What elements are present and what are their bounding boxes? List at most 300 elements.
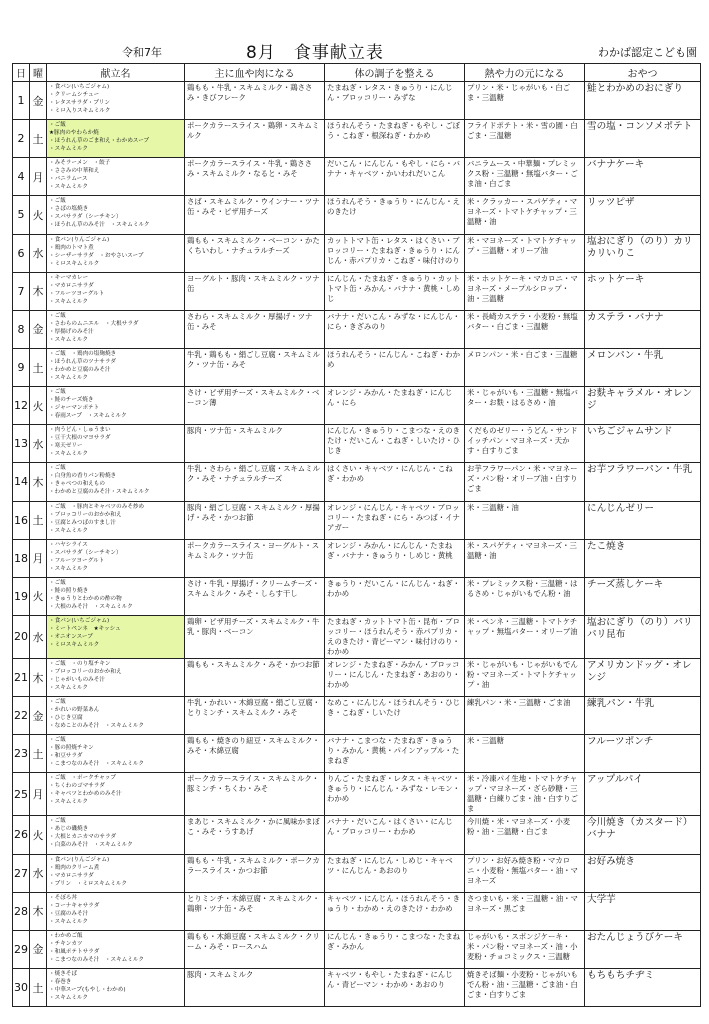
day-cell: 19 <box>13 577 30 615</box>
red-group-cell: ヨーグルト・豚肉・スキムミルク・ツナ缶 <box>185 272 325 310</box>
weekday-cell: 土 <box>30 968 47 1006</box>
dish-item: ・あじの磯焼き <box>49 826 89 833</box>
dish-item: ・ご飯 <box>49 389 66 396</box>
yellow-group-cell: 米・じゃがいも・三温糖・無塩バター・お麩・はるさめ・油 <box>465 387 585 425</box>
snack-cell: たこ焼き <box>585 539 701 577</box>
weekday-cell: 月 <box>30 158 47 196</box>
dish-item: ・鶏肉のトマト煮 <box>49 244 94 251</box>
dishes-cell <box>47 577 185 615</box>
dish-item: ・そぼろ丼 <box>49 894 77 901</box>
day-cell: 5 <box>13 196 30 234</box>
table-row <box>13 82 701 120</box>
weekday-cell: 木 <box>30 892 47 930</box>
green-group-cell: にんじん・きゅうり・こまつな・たまねぎ・みかん <box>325 930 465 968</box>
weekday-cell: 金 <box>30 930 47 968</box>
snack-cell: フルーツポンチ <box>585 735 701 773</box>
day-cell: 12 <box>13 387 30 425</box>
dishes-cell <box>47 425 185 463</box>
snack-cell: お芋フラワーパン・牛乳 <box>585 463 701 501</box>
dishes-cell <box>47 892 185 930</box>
dishes-cell <box>47 816 185 854</box>
yellow-group-cell: 米・クラッカー・スパゲティ・マヨネーズ・トマトケチャップ・三温糖・油 <box>465 196 585 234</box>
dishes-cell <box>47 348 185 386</box>
snack-cell: リッツピザ <box>585 196 701 234</box>
green-group-cell: ほうれんそう・にんじん・こねぎ・わかめ <box>325 348 465 386</box>
green-group-cell: たまねぎ・カットトマト缶・昆布・ブロッコリー・ほうれんそう・赤パプリカ・えのきたけ・青ピーマン・味付けのり・わかめ <box>325 615 465 658</box>
dish-item: ・豚の照焼チキン <box>49 745 94 752</box>
table-row <box>13 120 701 158</box>
dish-item: ・和豆サラダ <box>49 753 83 760</box>
dish-item: ・ひじき豆腐 <box>49 715 83 722</box>
yellow-group-cell: プリン・お好み焼き粉・マカロニ・小麦粉・無塩バター・油・マヨネーズ <box>465 854 585 892</box>
snack-cell: お好み焼き <box>585 854 701 892</box>
dish-item: ・キャベツとわかめのみそ汁 <box>49 791 122 798</box>
dishes-cell <box>47 158 185 196</box>
yellow-group-cell: 米・長崎カステラ・小麦粉・無塩バター・白ごま・三温糖 <box>465 310 585 348</box>
green-group-cell: ほうれんそう・たまねぎ・もやし・ごぼう・こねぎ・根深ねぎ・わかめ <box>325 120 465 158</box>
dish-item: ・鶏肉のクリーム煮 <box>49 864 100 871</box>
yellow-group-cell: 焼きそば麺・小麦粉・じゃがいもでん粉・油・三温糖・ごま油・白ごま・白すりごま <box>465 968 585 1006</box>
dish-item: ・フルーツヨーグルト <box>49 290 105 297</box>
dishes-cell <box>47 854 185 892</box>
dish-item: ・スキムミルク <box>49 146 88 153</box>
day-cell: 18 <box>13 539 30 577</box>
red-group-cell: さば・スキムミルク・ウインナー・ツナ缶・みそ・ピザ用チーズ <box>185 196 325 234</box>
weekday-cell: 金 <box>30 82 47 120</box>
day-cell: 14 <box>13 463 30 501</box>
dish-item: ・クリームシチュー <box>49 92 100 98</box>
dish-item: ・こまつなのみそ汁 ・スキムミルク <box>49 956 144 963</box>
red-group-cell: 豚肉・スキムミルク <box>185 968 325 1006</box>
table-row <box>13 272 701 310</box>
green-group-cell: だいこん・にんじん・もやし・にら・バナナ・キャベツ・かいわれだいこん <box>325 158 465 196</box>
green-group-cell: オレンジ・にんじん・キャベツ・ブロッコリー・たまねぎ・にら・みつば・イナアガー <box>325 501 465 539</box>
school-name: わかば認定こども園 <box>598 46 697 59</box>
yellow-group-cell: 米・スパゲティ・マヨネーズ・三温糖・油 <box>465 539 585 577</box>
dish-item: ・春巻き <box>49 978 72 985</box>
dishes-cell <box>47 539 185 577</box>
col-header-green: 体の調子を整える <box>325 64 465 82</box>
dish-item: ・こまつなのみそ汁 ・スキムミルク <box>49 761 144 768</box>
yellow-group-cell: 練乳パン・米・三温糖・ごま油 <box>465 697 585 735</box>
dish-item: ・寒天ゼリー <box>49 443 83 450</box>
table-row <box>13 735 701 773</box>
yellow-group-cell: 米・マヨネーズ・トマトケチャップ・三温糖・オリーブ油 <box>465 234 585 272</box>
yellow-group-cell: 米・冷凍パイ生地・トマトケチャップ・マヨネーズ・ざら砂糖・三温糖・白練りごま・油・白すりごま <box>465 773 585 816</box>
dish-item: ・コーナキャサラダ <box>49 902 100 909</box>
snack-cell: バナナケーキ <box>585 158 701 196</box>
snack-cell: にんじんゼリー <box>585 501 701 539</box>
snack-cell: チーズ蒸しケーキ <box>585 577 701 615</box>
snack-cell: カステラ・バナナ <box>585 310 701 348</box>
green-group-cell: オレンジ・たまねぎ・みかん・ブロッコリー・にんじん・たまねぎ・あおのり・わかめ <box>325 658 465 696</box>
dish-item: ・プリン ・ミロスキムミルク <box>49 880 127 887</box>
dish-item: ・バニラムース <box>49 176 88 183</box>
weekday-cell: 土 <box>30 348 47 386</box>
dish-item: ・きゅうりとわかめの酢の物 <box>49 595 122 602</box>
dish-item: ・ご飯 <box>49 699 66 706</box>
dish-item: ・マカロニサラダ <box>49 282 94 289</box>
table-row <box>13 387 701 425</box>
red-group-cell: さけ・ピザ用チーズ・スキムミルク・ベーコン薄 <box>185 387 325 425</box>
dish-item: ・ご飯 <box>49 818 66 825</box>
dish-item: ・かれいの野菜あん <box>49 707 100 714</box>
day-cell: 7 <box>13 272 30 310</box>
red-group-cell: とりミンチ・木綿豆腐・スキムミルク・鶏卵・ツナ缶・みそ <box>185 892 325 930</box>
day-cell: 26 <box>13 816 30 854</box>
dishes-cell <box>47 697 185 735</box>
day-cell: 2 <box>13 120 30 158</box>
dish-item: ・キーマカレー <box>49 274 89 281</box>
dish-item: ・スキムミルク <box>49 336 88 343</box>
dish-item: ・スキムミルク <box>49 565 88 572</box>
snack-cell: おたんじょうびケーキ <box>585 930 701 968</box>
dishes-cell <box>47 310 185 348</box>
dish-item: ・白身魚の香りパン粉焼き <box>49 473 117 480</box>
yellow-group-cell: くだものゼリー・うどん・サンドイッチパン・マヨネーズ・天かす・白すりごま <box>465 425 585 463</box>
red-group-cell: 鶏もも・スキムミルク・ベーコン・かたくちいわし・ナチュラルチーズ <box>185 234 325 272</box>
col-header-red: 主に血や肉になる <box>185 64 325 82</box>
dishes-cell <box>47 82 185 120</box>
dish-item: ・マカロニサラダ <box>49 872 94 879</box>
dish-item: ・ミロ入りスキムミルク <box>49 108 111 114</box>
table-row <box>13 577 701 615</box>
dish-item: ・スキムミルク <box>49 451 88 458</box>
weekday-cell: 木 <box>30 658 47 696</box>
yellow-group-cell: メロンパン・米・白ごま・三温糖 <box>465 348 585 386</box>
red-group-cell: 豚肉・ツナ缶・スキムミルク <box>185 425 325 463</box>
dish-item: ・豆干大根のマヨサラダ <box>49 435 111 442</box>
weekday-cell: 土 <box>30 735 47 773</box>
red-group-cell: 牛乳・鶏もも・絹ごし豆腐・スキムミルク・ツナ缶・みそ <box>185 348 325 386</box>
weekday-cell: 火 <box>30 577 47 615</box>
dish-item: ・スキムミルク <box>49 184 88 191</box>
table-row <box>13 539 701 577</box>
yellow-group-cell: 今川焼・米・マヨネーズ・小麦粉・油・三温糖・白ごま <box>465 816 585 854</box>
dish-item: ・ミロスキムミルク <box>49 641 100 648</box>
dish-item: ・さばの塩焼き <box>49 206 89 213</box>
dish-item: ・オニオンスープ <box>49 633 93 640</box>
dish-item: ・豆腐とみつばのすまし汁 <box>49 519 117 526</box>
snack-cell: 練乳パン・牛乳 <box>585 697 701 735</box>
snack-cell: もちもちチヂミ <box>585 968 701 1006</box>
day-cell: 25 <box>13 773 30 816</box>
dishes-cell <box>47 120 185 158</box>
green-group-cell: バナナ・だいこん・みずな・にんじん・にら・きざみのり <box>325 310 465 348</box>
dish-item: ・ジャーマンポテト <box>49 405 100 412</box>
table-row <box>13 234 701 272</box>
yellow-group-cell: 米・三温糖・油 <box>465 501 585 539</box>
day-cell: 27 <box>13 854 30 892</box>
dish-item: ・ご飯 <box>49 465 66 472</box>
day-cell: 29 <box>13 930 30 968</box>
dish-item: ・スパサラダ（シーチキン） <box>49 214 122 221</box>
dish-item: ・フルーツヨーグルト <box>49 557 105 564</box>
dishes-cell <box>47 968 185 1006</box>
weekday-cell: 水 <box>30 425 47 463</box>
day-cell: 4 <box>13 158 30 196</box>
table-row <box>13 501 701 539</box>
dish-item: ・大根とカニカマのサラダ <box>49 834 117 841</box>
weekday-cell: 金 <box>30 697 47 735</box>
dish-item: ・なめことのみそ汁 ・スキムミルク <box>49 723 144 730</box>
weekday-cell: 火 <box>30 196 47 234</box>
dish-item: ・ご飯 <box>49 579 66 586</box>
dish-item: ・大根のみそ汁 ・スキムミルク <box>49 603 133 610</box>
red-group-cell: 鶏もも・牛乳・スキムミルク・鶏ささみ・きびフレーク <box>185 82 325 120</box>
table-row <box>13 773 701 816</box>
table-row <box>13 310 701 348</box>
yellow-group-cell: フライドポテト・米・雪の園・白ごま・三温糖 <box>465 120 585 158</box>
green-group-cell: なめこ・にんじん・ほうれんそう・ひじき・こねぎ・しいたけ <box>325 697 465 735</box>
red-group-cell: さわら・スキムミルク・厚揚げ・ツナ缶・みそ <box>185 310 325 348</box>
snack-cell: ホットケーキ <box>585 272 701 310</box>
dish-item: ・食パン(りんごジャム) <box>49 856 110 863</box>
yellow-group-cell: 米・プレミックス粉・三温糖・はるさめ・じゃがいもでん粉・油 <box>465 577 585 615</box>
col-header-dishes: 献立名 <box>47 64 185 82</box>
dish-item: ・豆腐のみそ汁 <box>49 910 89 917</box>
dish-item: ・鮭の照り焼き <box>49 587 89 594</box>
dish-item: ・ご飯 ・のり塩チキン <box>49 660 111 667</box>
dishes-cell <box>47 615 185 658</box>
red-group-cell: 鶏卵・ピザ用チーズ・スキムミルク・牛乳・豚肉・ベーコン <box>185 615 325 658</box>
red-group-cell: 牛乳・さわら・絹ごし豆腐・スキムミルク・みそ・ナチュラルチーズ <box>185 463 325 501</box>
yellow-group-cell: 米・じゃがいも・じゃがいもでん粉・マヨネーズ・トマトケチャップ・油 <box>465 658 585 696</box>
dish-item: ・スキムミルク <box>49 684 88 691</box>
menu-table <box>12 63 701 1007</box>
dish-item: ・ほうれん草のごま和え・わかめスープ <box>49 138 150 145</box>
dishes-cell <box>47 234 185 272</box>
red-group-cell: まあじ・スキムミルク・かに風味かまぼこ・みそ・うすあげ <box>185 816 325 854</box>
table-row <box>13 816 701 854</box>
red-group-cell: 鶏もも・牛乳・スキムミルク・ポークカラースライス・かつお節 <box>185 854 325 892</box>
dish-item: ・シーザーサラダ ・おやさいスープ <box>49 252 144 259</box>
snack-cell: メロンパン・牛乳 <box>585 348 701 386</box>
dish-item: ・わかめと豆腐のみそ汁 <box>49 366 111 373</box>
dish-item: ・ミートペンネ ★キッシュ <box>49 625 121 632</box>
weekday-cell: 水 <box>30 234 47 272</box>
weekday-cell: 火 <box>30 816 47 854</box>
era-label: 令和7年 <box>122 46 162 59</box>
day-cell: 16 <box>13 501 30 539</box>
page-title: 8月 食事献立表 <box>246 43 384 63</box>
table-row <box>13 930 701 968</box>
dish-item: ・スキムミルク <box>49 799 88 806</box>
table-row <box>13 463 701 501</box>
dishes-cell <box>47 387 185 425</box>
green-group-cell: はくさい・キャベツ・にんじん・こねぎ・わかめ <box>325 463 465 501</box>
weekday-cell: 木 <box>30 272 47 310</box>
dish-item: ・ちくわのゴマサラダ <box>49 783 105 790</box>
table-row <box>13 196 701 234</box>
dish-item: ・レタスサラダ・プリン <box>49 100 110 106</box>
weekday-cell: 木 <box>30 463 47 501</box>
dish-item: ・わかめと豆腐のみそ汁・スキムミルク <box>49 489 150 496</box>
yellow-group-cell: バニラムース・中華麺・プレミックス粉・三温糖・無塩バター・ごま油・白ごま <box>465 158 585 196</box>
dish-item: ・スキムミルク <box>49 374 88 381</box>
yellow-group-cell: 米・ペンネ・三温糖・トマトケチャップ・無塩バター・オリーブ油 <box>465 615 585 658</box>
dish-item: ・ご飯 <box>49 312 66 319</box>
weekday-cell: 月 <box>30 773 47 816</box>
dishes-cell <box>47 930 185 968</box>
snack-cell: 雪の塩・コンソメポテト <box>585 120 701 158</box>
red-group-cell: さけ・牛乳・厚揚げ・クリームチーズ・スキムミルク・みそ・しらす干し <box>185 577 325 615</box>
yellow-group-cell: プリン・米・じゃがいも・白ごま・三温糖 <box>465 82 585 120</box>
weekday-cell: 土 <box>30 501 47 539</box>
dishes-cell <box>47 658 185 696</box>
green-group-cell: たまねぎ・レタス・きゅうり・にんじん・ブロッコリー・みずな <box>325 82 465 120</box>
day-cell: 28 <box>13 892 30 930</box>
dish-item: ・春雨スープ ・スキムミルク <box>49 413 127 420</box>
table-row <box>13 658 701 696</box>
dish-item: ・中華スープ(もやし・わかめ) <box>49 986 126 993</box>
dish-item: ★豚肉のやわらか焼 <box>49 130 99 137</box>
table-row <box>13 158 701 196</box>
weekday-cell: 火 <box>30 387 47 425</box>
dish-item: ・ささみの中華和え <box>49 168 100 175</box>
dish-item: ・ご飯 ・豚肉とキャベツのみそ炒め <box>49 503 145 510</box>
snack-cell: 塩おにぎり（のり）カリカリいりこ <box>585 234 701 272</box>
green-group-cell: にんじん・たまねぎ・きゅうり・カットトマト缶・みかん・バナナ・黄桃・しめじ <box>325 272 465 310</box>
dish-item: ・ご飯 ・鶏肉の塩麹焼き <box>49 350 117 357</box>
table-row <box>13 854 701 892</box>
dishes-cell <box>47 501 185 539</box>
dish-item: ・スキムミルク <box>49 994 88 1001</box>
red-group-cell: 鶏もも・スキムミルク・みそ・かつお節 <box>185 658 325 696</box>
table-row <box>13 697 701 735</box>
day-cell: 23 <box>13 735 30 773</box>
red-group-cell: ポークカラースライス・ヨーグルト・スキムミルク・ツナ缶 <box>185 539 325 577</box>
dish-item: ・鮭のチーズ焼き <box>49 397 94 404</box>
red-group-cell: 鶏もも・木綿豆腐・スキムミルク・クリーム・みそ・ロースハム <box>185 930 325 968</box>
dishes-cell <box>47 463 185 501</box>
dish-item: ・肉うどん・しゅうまい <box>49 427 111 434</box>
table-row <box>13 968 701 1006</box>
green-group-cell: カットトマト缶・レタス・はくさい・ブロッコリー・たまねぎ・きゅうり・にんじん・赤パプリカ・こねぎ・味付けのり <box>325 234 465 272</box>
dishes-cell <box>47 272 185 310</box>
dish-item: ・ご飯 <box>49 198 66 205</box>
day-cell: 22 <box>13 697 30 735</box>
green-group-cell: バナナ・だいこん・はくさい・にんじん・ブロッコリー・わかめ <box>325 816 465 854</box>
menu-body <box>13 82 701 1007</box>
col-header-snack: おやつ <box>585 64 701 82</box>
red-group-cell: 牛乳・かれい・木綿豆腐・絹ごし豆腐・とりミンチ・スキムミルク・みそ <box>185 697 325 735</box>
dish-item: ・ハヤシライス <box>49 541 88 548</box>
table-row <box>13 425 701 463</box>
dish-item: ・みそラーメン ・餃子 <box>49 160 111 167</box>
yellow-group-cell: 米・三温糖 <box>465 735 585 773</box>
day-cell: 20 <box>13 615 30 658</box>
snack-cell: 今川焼き（カスタード）バナナ <box>585 816 701 854</box>
day-cell: 13 <box>13 425 30 463</box>
day-cell: 1 <box>13 82 30 120</box>
green-group-cell: オレンジ・みかん・たまねぎ・にんじん・にら <box>325 387 465 425</box>
dish-item: ・スキムミルク <box>49 918 88 925</box>
dishes-cell <box>47 735 185 773</box>
dish-item: ・きゃべつの和えもの <box>49 481 105 488</box>
dish-item: ・ご飯 <box>49 122 66 129</box>
dish-item: ・わかめご飯 <box>49 932 83 939</box>
dish-item: ・ご飯 <box>49 737 66 744</box>
dish-item: ・食パン(いちごジャム) <box>49 617 110 624</box>
dish-item: ・焼きそば <box>49 970 77 977</box>
snack-cell: 大学芋 <box>585 892 701 930</box>
green-group-cell: りんご・たまねぎ・レタス・キャベツ・きゅうり・にんじん・みずな・レモン・わかめ <box>325 773 465 816</box>
red-group-cell: ポークカラースライス・牛乳・鶏ささみ・スキムミルク・なると・みそ <box>185 158 325 196</box>
header <box>0 38 709 62</box>
dish-item: ・スパサラダ（シーチキン） <box>49 549 122 556</box>
snack-cell: 鮭とわかめのおにぎり <box>585 82 701 120</box>
dish-item: ・食パン(いちごジャム) <box>49 84 110 90</box>
dish-item: ・ミロスキムミルク <box>49 260 100 267</box>
green-group-cell: たまねぎ・にんじん・しめじ・キャベツ・にんじん・あおのり <box>325 854 465 892</box>
day-cell: 30 <box>13 968 30 1006</box>
snack-cell: アップルパイ <box>585 773 701 816</box>
yellow-group-cell: じゃがいも・スポンジケーキ・米・パン粉・マヨネーズ・油・小麦粉・チョコミックス・三温糖 <box>465 930 585 968</box>
red-group-cell: 鶏もも・焼きのり紐豆・スキムミルク・みそ・木綿豆腐 <box>185 735 325 773</box>
weekday-cell: 月 <box>30 539 47 577</box>
day-cell: 9 <box>13 348 30 386</box>
snack-cell: 塩おにぎり（のり）パリパリ昆布 <box>585 615 701 658</box>
dish-item: ・じゃがいものみそ汁 <box>49 676 105 683</box>
yellow-group-cell: さつまいも・米・三温糖・油・マヨネーズ・黒ごま <box>465 892 585 930</box>
day-cell: 21 <box>13 658 30 696</box>
col-header-day: 日 <box>13 64 30 82</box>
green-group-cell: キャベツ・もやし・たまねぎ・にんじん・青ピーマン・わかめ・あおのり <box>325 968 465 1006</box>
dishes-cell <box>47 196 185 234</box>
dish-item: ・ほうれん草のみそ汁 ・スキムミルク <box>49 222 150 229</box>
dish-item: ・白菜のみそ汁 ・スキムミルク <box>49 842 133 849</box>
yellow-group-cell: お芋フラワーパン・米・マヨネーズ・パン粉・オリーブ油・白すりごま <box>465 463 585 501</box>
green-group-cell: きゅうり・だいこん・にんじん・ねぎ・わかめ <box>325 577 465 615</box>
dish-item: ・さわらのムニエル ・大根サラダ <box>49 320 139 327</box>
green-group-cell: にんじん・きゅうり・こまつな・えのきたけ・だいこん・こねぎ・しいたけ・ひじき <box>325 425 465 463</box>
snack-cell: アメリカンドッグ・オレンジ <box>585 658 701 696</box>
header-row <box>13 64 701 82</box>
yellow-group-cell: 米・ホットケーキ・マカロニ・マヨネーズ・メープルシロップ・油・三温糖 <box>465 272 585 310</box>
red-group-cell: ポークカラースライス・スキムミルク・豚ミンチ・ちくわ・みそ <box>185 773 325 816</box>
dish-item: ・スキムミルク <box>49 298 88 305</box>
dish-item: ・食パン(りんごジャム) <box>49 236 110 243</box>
dish-item: ・ブロッコリーのおかか和え <box>49 668 122 675</box>
green-group-cell: キャベツ・にんじん・ほうれんそう・きゅうり・わかめ・えのきたけ・わかめ <box>325 892 465 930</box>
day-cell: 8 <box>13 310 30 348</box>
red-group-cell: ポークカラースライス・鶏卵・スキムミルク <box>185 120 325 158</box>
weekday-cell: 水 <box>30 854 47 892</box>
green-group-cell: ほうれんそう・きゅうり・にんじん・えのきたけ <box>325 196 465 234</box>
weekday-cell: 金 <box>30 310 47 348</box>
table-row <box>13 348 701 386</box>
dish-item: ・ほうれん草のツナサラダ <box>49 358 116 365</box>
snack-cell: お麩キャラメル・オレンジ <box>585 387 701 425</box>
day-cell: 6 <box>13 234 30 272</box>
dish-item: ・スキムミルク <box>49 527 88 534</box>
table-row <box>13 892 701 930</box>
green-group-cell: オレンジ・みかん・にんじん・たまねぎ・バナナ・きゅうり・しめじ・黄桃 <box>325 539 465 577</box>
green-group-cell: バナナ・こまつな・たまねぎ・きゅうり・みかん・黄桃・パインアップル・たまねぎ <box>325 735 465 773</box>
weekday-cell: 土 <box>30 120 47 158</box>
weekday-cell: 水 <box>30 615 47 658</box>
dish-item: ・和風ポテトサラダ <box>49 948 100 955</box>
dish-item: ・チキンカツ <box>49 940 83 947</box>
col-header-yellow: 熱や力の元になる <box>465 64 585 82</box>
red-group-cell: 豚肉・絹ごし豆腐・スキムミルク・厚揚げ・みそ・かつお節 <box>185 501 325 539</box>
dishes-cell <box>47 773 185 816</box>
snack-cell: いちごジャムサンド <box>585 425 701 463</box>
dish-item: ・ご飯 ・ポークチャップ <box>49 775 116 782</box>
col-header-weekday: 曜 <box>30 64 47 82</box>
dish-item: ・厚揚げのみそ汁 <box>49 328 94 335</box>
